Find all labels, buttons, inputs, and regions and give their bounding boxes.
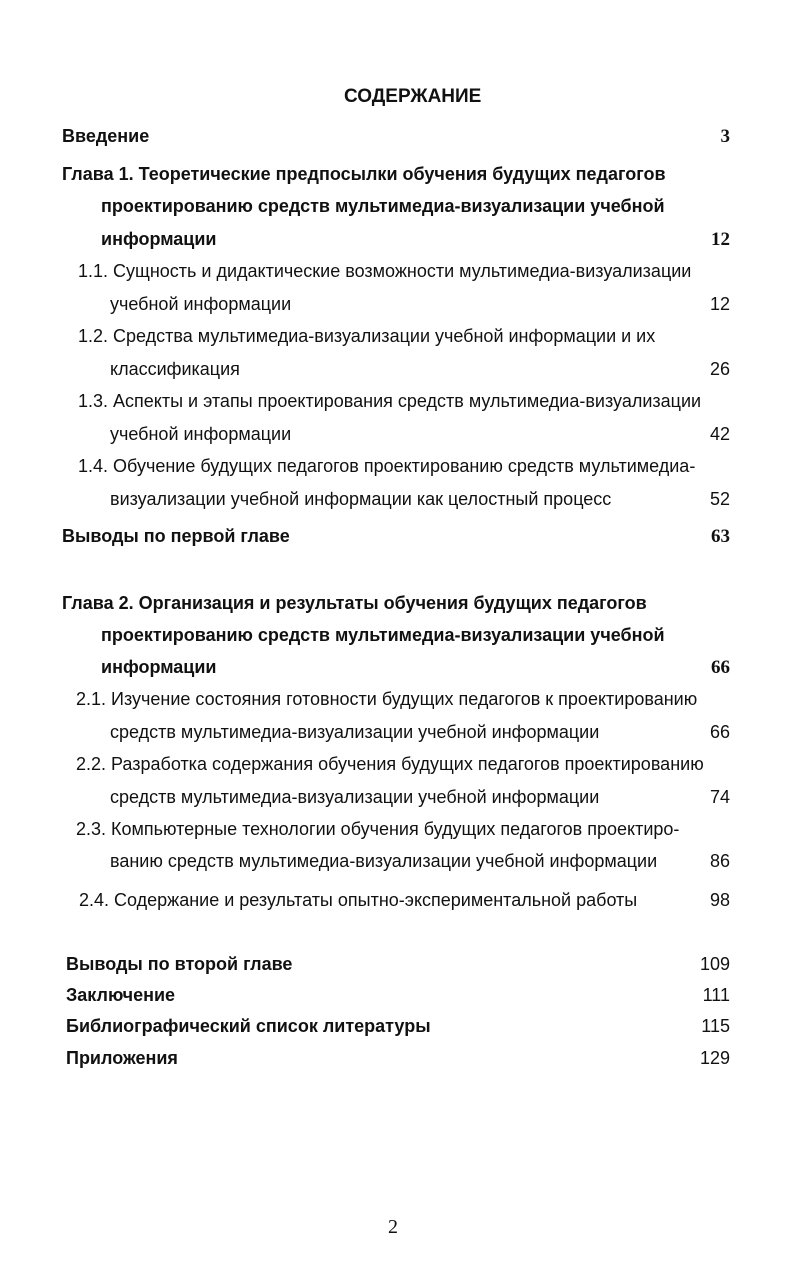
chapter-1-title-cont[interactable]: информации <box>101 229 217 249</box>
chapter-1-page: 12 <box>711 229 730 250</box>
toc-heading: СОДЕРЖАНИЕ <box>344 86 482 107</box>
chapter-2-page: 66 <box>711 657 730 678</box>
toc-entry-intro[interactable]: Введение <box>62 126 150 146</box>
chapter-2-title-cont[interactable]: проектированию средств мультимедиа-визуализации учебной <box>101 625 665 645</box>
section-1-2[interactable]: 1.2. Средства мультимедиа-визуализации учебной информации и их <box>78 326 656 346</box>
toc-entry-conclusion-page: 111 <box>702 985 730 1005</box>
section-1-2-page: 26 <box>709 359 730 379</box>
chapter-1-conclusion[interactable]: Выводы по первой главе <box>62 526 290 546</box>
chapter-1-title[interactable]: Глава 1. Теоретические предпосылки обучения будущих педагогов <box>62 164 666 184</box>
section-1-2-cont[interactable]: классификация <box>110 359 240 379</box>
chapter-2-title[interactable]: Глава 2. Организация и результаты обучения будущих педагогов <box>62 593 647 613</box>
toc-entry-bibliography[interactable]: Библиографический список литературы <box>66 1016 431 1036</box>
section-1-4-cont[interactable]: визуализации учебной информации как целостный процесс <box>110 489 612 509</box>
section-1-3[interactable]: 1.3. Аспекты и этапы проектирования средств мультимедиа-визуализации <box>78 391 702 411</box>
section-2-3-cont[interactable]: ванию средств мультимедиа-визуализации учебной информации <box>110 851 658 871</box>
section-2-1[interactable]: 2.1. Изучение состояния готовности будущих педагогов к проектированию <box>76 689 698 709</box>
section-2-1-page: 66 <box>709 722 730 742</box>
page-number: 2 <box>388 1216 398 1238</box>
toc-entry-appendices[interactable]: Приложения <box>66 1048 178 1068</box>
chapter-1-conclusion-page: 63 <box>711 526 730 547</box>
section-2-2-page: 74 <box>709 787 730 807</box>
section-2-2[interactable]: 2.2. Разработка содержания обучения будущих педагогов проектированию <box>76 754 704 774</box>
toc-entry-intro-page: 3 <box>720 126 730 147</box>
toc-entry-appendices-page: 129 <box>699 1048 730 1068</box>
section-1-3-cont[interactable]: учебной информации <box>110 424 292 444</box>
section-1-4-page: 52 <box>709 489 730 509</box>
toc-entry-conclusion[interactable]: Заключение <box>66 985 176 1005</box>
chapter-2-title-cont[interactable]: информации <box>101 657 217 677</box>
section-1-4[interactable]: 1.4. Обучение будущих педагогов проектированию средств мультимедиа- <box>78 456 696 476</box>
section-2-2-cont[interactable]: средств мультимедиа-визуализации учебной информации <box>110 787 600 807</box>
section-1-1[interactable]: 1.1. Сущность и дидактические возможности мультимедиа-визуализации <box>78 261 692 281</box>
toc-entry-chapter-2-conclusion-page: 109 <box>699 954 730 974</box>
section-2-3-page: 86 <box>709 851 730 871</box>
toc-entry-bibliography-page: 115 <box>701 1016 730 1036</box>
chapter-1-title-cont[interactable]: проектированию средств мультимедиа-визуализации учебной <box>101 196 665 216</box>
toc-entry-chapter-2-conclusion[interactable]: Выводы по второй главе <box>66 954 293 974</box>
section-2-4[interactable]: 2.4. Содержание и результаты опытно-экспериментальной работы <box>79 890 638 910</box>
section-1-3-page: 42 <box>709 424 730 444</box>
section-2-1-cont[interactable]: средств мультимедиа-визуализации учебной информации <box>110 722 600 742</box>
section-2-3[interactable]: 2.3. Компьютерные технологии обучения будущих педагогов проектиро- <box>76 819 680 839</box>
section-1-1-cont[interactable]: учебной информации <box>110 294 292 314</box>
section-1-1-page: 12 <box>709 294 730 314</box>
section-2-4-page: 98 <box>709 890 730 910</box>
